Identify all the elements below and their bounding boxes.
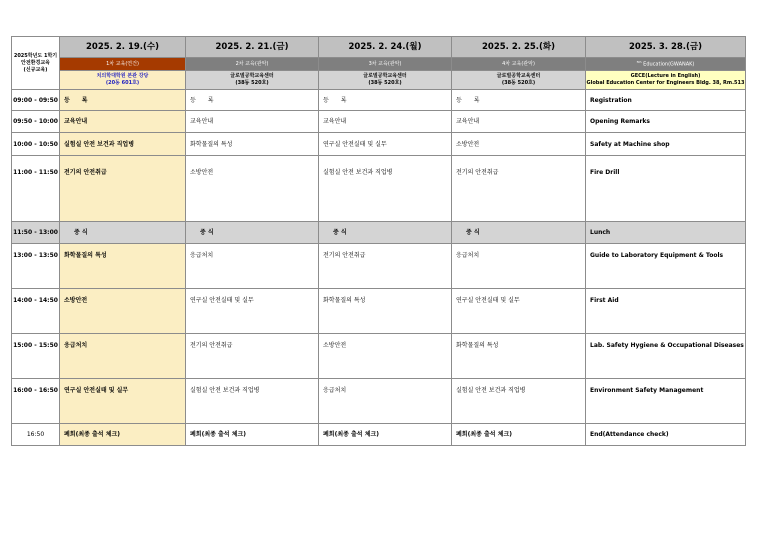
session-cell: 소방안전 bbox=[186, 156, 319, 222]
table-row bbox=[12, 90, 746, 111]
session-cell: 화학물질의 특성 bbox=[186, 133, 319, 156]
session-cell: 교육안내 bbox=[452, 111, 586, 133]
date-header: 2025. 2. 25.(화) bbox=[452, 37, 586, 58]
table-row bbox=[12, 289, 746, 334]
date-header: 2025. 3. 28.(금) bbox=[586, 37, 746, 58]
session-cell: Environment Safety Management bbox=[586, 379, 746, 424]
time-slot: 11:00 - 11:50 bbox=[12, 156, 60, 222]
venue-label: 글로벌공학교육센터 (38동 520호) bbox=[452, 71, 586, 90]
session-cell: 등 록 bbox=[452, 90, 586, 111]
session-cell: Opening Remarks bbox=[586, 111, 746, 133]
session-cell: 화학물질의 특성 bbox=[452, 334, 586, 379]
session-cell: 등 록 bbox=[60, 90, 186, 111]
table-row bbox=[12, 334, 746, 379]
table-row bbox=[12, 133, 746, 156]
venue-label: 글로벌공학교육센터 (38동 520호) bbox=[186, 71, 319, 90]
table-row bbox=[12, 156, 746, 222]
round-label: 4차 교육(관악) bbox=[452, 58, 586, 71]
time-slot: 09:00 - 09:50 bbox=[12, 90, 60, 111]
session-cell: 전기의 안전취급 bbox=[186, 334, 319, 379]
session-cell: 폐회(최종 출석 체크) bbox=[452, 424, 586, 446]
session-cell: 응급처치 bbox=[452, 244, 586, 289]
time-slot: 14:00 - 14:50 bbox=[12, 289, 60, 334]
round-label: 3차 교육(관악) bbox=[319, 58, 452, 71]
session-cell: 폐회(최종 출석 체크) bbox=[319, 424, 452, 446]
session-cell: 폐회(최종 출석 체크) bbox=[60, 424, 186, 446]
semester-label: 2025학년도 1학기 안전환경교육 (신규교육) bbox=[12, 37, 60, 90]
session-cell: 연구실 안전실태 및 실무 bbox=[319, 133, 452, 156]
venue-label: 치의학대학원 본관 강당 (20동 601호) bbox=[60, 71, 186, 90]
session-cell: 실험실 안전 보건과 직업병 bbox=[186, 379, 319, 424]
table-row bbox=[12, 222, 746, 244]
session-cell: 중 식 bbox=[452, 222, 586, 244]
session-cell: 응급처치 bbox=[60, 334, 186, 379]
session-cell: 등 록 bbox=[186, 90, 319, 111]
session-cell: 교육안내 bbox=[319, 111, 452, 133]
session-cell: 소방안전 bbox=[319, 334, 452, 379]
time-slot: 15:00 - 15:50 bbox=[12, 334, 60, 379]
session-cell: 교육안내 bbox=[186, 111, 319, 133]
session-cell: 전기의 안전취급 bbox=[319, 244, 452, 289]
session-cell: 실험실 안전 보건과 직업병 bbox=[60, 133, 186, 156]
session-cell: 실험실 안전 보건과 직업병 bbox=[452, 379, 586, 424]
session-cell: 실험실 안전 보건과 직업병 bbox=[319, 156, 452, 222]
date-header-row bbox=[12, 37, 746, 58]
table-row bbox=[12, 244, 746, 289]
date-header: 2025. 2. 24.(월) bbox=[319, 37, 452, 58]
time-slot: 11:50 - 13:00 bbox=[12, 222, 60, 244]
session-cell: 전기의 안전취급 bbox=[60, 156, 186, 222]
time-slot: 16:00 - 16:50 bbox=[12, 379, 60, 424]
session-cell: 중 식 bbox=[60, 222, 186, 244]
session-cell: End(Attendance check) bbox=[586, 424, 746, 446]
session-cell: Safety at Machine shop bbox=[586, 133, 746, 156]
session-cell: 소방안전 bbox=[452, 133, 586, 156]
session-cell: 연구실 안전실태 및 실무 bbox=[186, 289, 319, 334]
time-slot: 13:00 - 13:50 bbox=[12, 244, 60, 289]
session-cell: 소방안전 bbox=[60, 289, 186, 334]
time-slot: 10:00 - 10:50 bbox=[12, 133, 60, 156]
round-row bbox=[12, 58, 746, 71]
session-cell: 중 식 bbox=[319, 222, 452, 244]
session-cell: 폐회(최종 출석 체크) bbox=[186, 424, 319, 446]
session-cell: 응급처치 bbox=[319, 379, 452, 424]
time-slot: 16:50 bbox=[12, 424, 60, 446]
round-label: $^{5th}$ Education(GWANAK) bbox=[586, 58, 746, 71]
session-cell: 연구실 안전실태 및 실무 bbox=[60, 379, 186, 424]
table-row bbox=[12, 111, 746, 133]
round-label: 2차 교육(관악) bbox=[186, 58, 319, 71]
session-cell: 전기의 안전취급 bbox=[452, 156, 586, 222]
session-cell: 화학물질의 특성 bbox=[60, 244, 186, 289]
time-slot: 09:50 - 10:00 bbox=[12, 111, 60, 133]
schedule-table bbox=[11, 36, 746, 446]
session-cell: 응급처치 bbox=[186, 244, 319, 289]
table-row bbox=[12, 379, 746, 424]
session-cell: 교육안내 bbox=[60, 111, 186, 133]
session-cell: Guide to Laboratory Equipment & Tools bbox=[586, 244, 746, 289]
session-cell: Registration bbox=[586, 90, 746, 111]
round-label: 1차 교육(연건) bbox=[60, 58, 186, 71]
table-row bbox=[12, 424, 746, 446]
session-cell: 중 식 bbox=[186, 222, 319, 244]
session-cell: Lab. Safety Hygiene & Occupational Diseases bbox=[586, 334, 746, 379]
venue-label: GECE(Lecture in English) Global Education Center for Engineers Bldg. 38, Rm.513 bbox=[586, 71, 746, 90]
date-header: 2025. 2. 21.(금) bbox=[186, 37, 319, 58]
venue-row bbox=[12, 71, 746, 90]
venue-label: 글로벌공학교육센터 (38동 520호) bbox=[319, 71, 452, 90]
session-cell: First Aid bbox=[586, 289, 746, 334]
session-cell: 등 록 bbox=[319, 90, 452, 111]
date-header: 2025. 2. 19.(수) bbox=[60, 37, 186, 58]
session-cell: Fire Drill bbox=[586, 156, 746, 222]
session-cell: 연구실 안전실태 및 실무 bbox=[452, 289, 586, 334]
session-cell: Lunch bbox=[586, 222, 746, 244]
session-cell: 화학물질의 특성 bbox=[319, 289, 452, 334]
